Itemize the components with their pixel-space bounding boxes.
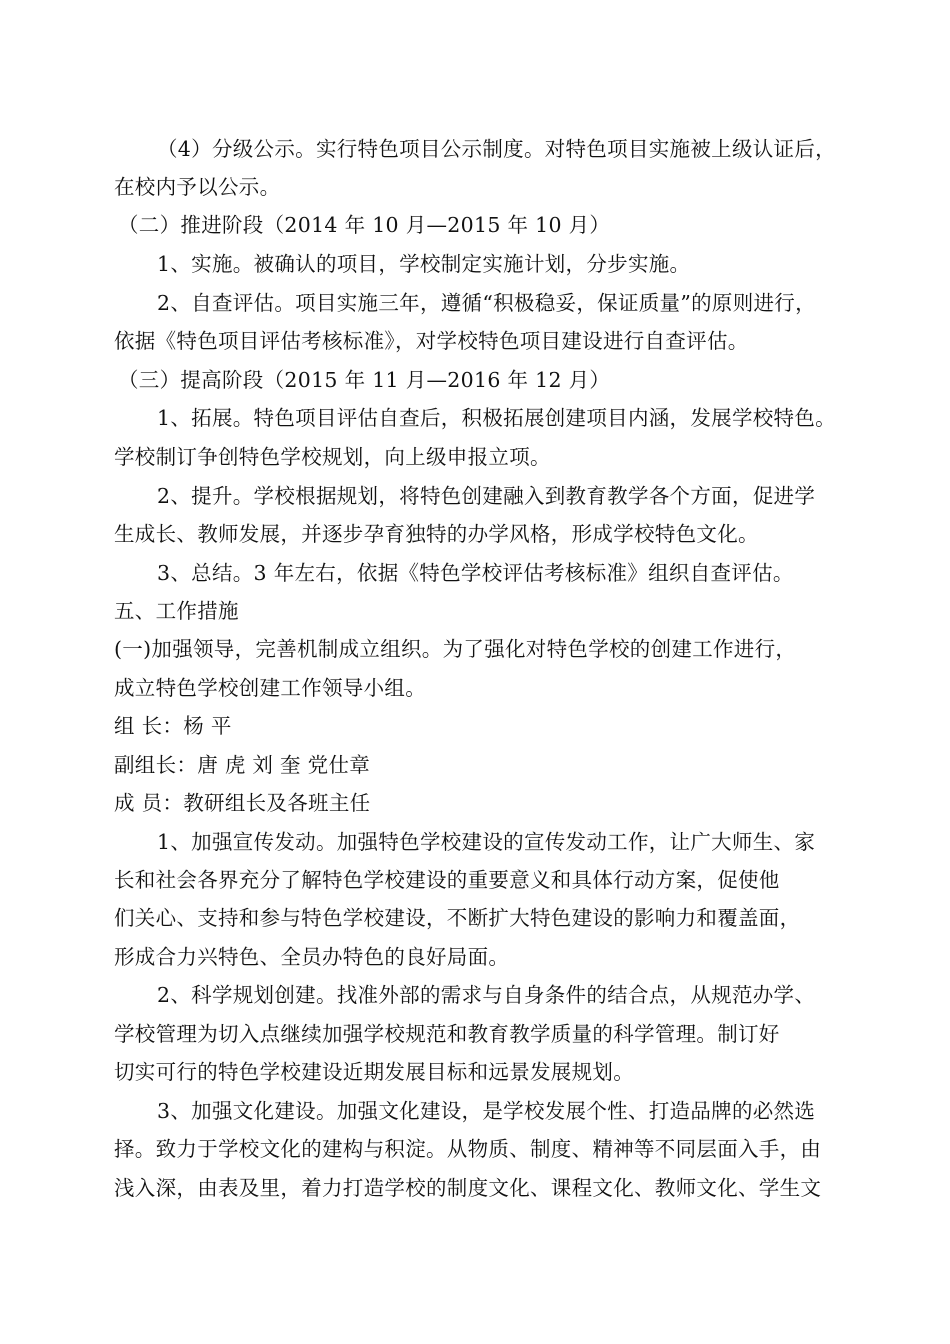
paragraph-line: 浅入深，由表及里，着力打造学校的制度文化、课程文化、教师文化、学生文 [114, 1176, 822, 1200]
paragraph-line: 形成合力兴特色、全员办特色的良好局面。 [114, 945, 510, 969]
group-leader-line: 组 长：杨 平 [114, 714, 232, 738]
paragraph-line: 学校制订争创特色学校规划，向上级申报立项。 [114, 445, 551, 469]
paragraph-line: (一)加强领导，完善机制成立组织。为了强化对特色学校的创建工作进行， [114, 637, 797, 661]
section-heading: （二）推进阶段（2014 年 10 月—2015 年 10 月） [118, 213, 611, 237]
paragraph-line: 3、总结。3 年左右，依据《特色学校评估考核标准》组织自查评估。 [157, 561, 794, 585]
paragraph-line: 学校管理为切入点继续加强学校规范和教育教学质量的科学管理。制订好 [114, 1022, 780, 1046]
deputy-leader-line: 副组长：唐 虎 刘 奎 党仕章 [114, 753, 371, 777]
section-heading: 五、工作措施 [114, 599, 239, 623]
paragraph-line: 2、提升。学校根据规划，将特色创建融入到教育教学各个方面，促进学 [157, 484, 816, 508]
paragraph-line: 1、拓展。特色项目评估自查后，积极拓展创建项目内涵，发展学校特色。 [157, 406, 836, 430]
paragraph-line: 们关心、支持和参与特色学校建设，不断扩大特色建设的影响力和覆盖面， [114, 906, 801, 930]
paragraph-line: 依据《特色项目评估考核标准》，对学校特色项目建设进行自查评估。 [114, 329, 749, 353]
section-heading: （三）提高阶段（2015 年 11 月—2016 年 12 月） [118, 368, 611, 392]
paragraph-line: （4）分级公示。实行特色项目公示制度。对特色项目实施被上级认证后， [157, 137, 836, 161]
paragraph-line: 长和社会各界充分了解特色学校建设的重要意义和具体行动方案，促使他 [114, 868, 780, 892]
paragraph-line: 1、实施。被确认的项目，学校制定实施计划，分步实施。 [157, 252, 691, 276]
paragraph-line: 3、加强文化建设。加强文化建设，是学校发展个性、打造品牌的必然选 [157, 1099, 816, 1123]
paragraph-line: 2、自查评估。项目实施三年，遵循“积极稳妥，保证质量”的原则进行， [157, 291, 816, 315]
paragraph-line: 切实可行的特色学校建设近期发展目标和远景发展规划。 [114, 1060, 634, 1084]
members-line: 成 员：教研组长及各班主任 [114, 791, 371, 815]
paragraph-line: 在校内予以公示。 [114, 175, 281, 199]
paragraph-line: 成立特色学校创建工作领导小组。 [114, 676, 426, 700]
paragraph-line: 择。致力于学校文化的建构与积淀。从物质、制度、精神等不同层面入手，由 [114, 1137, 822, 1161]
paragraph-line: 1、加强宣传发动。加强特色学校建设的宣传发动工作，让广大师生、家 [157, 830, 816, 854]
paragraph-line: 2、科学规划创建。找准外部的需求与自身条件的结合点，从规范办学、 [157, 983, 816, 1007]
paragraph-line: 生成长、教师发展，并逐步孕育独特的办学风格，形成学校特色文化。 [114, 522, 759, 546]
